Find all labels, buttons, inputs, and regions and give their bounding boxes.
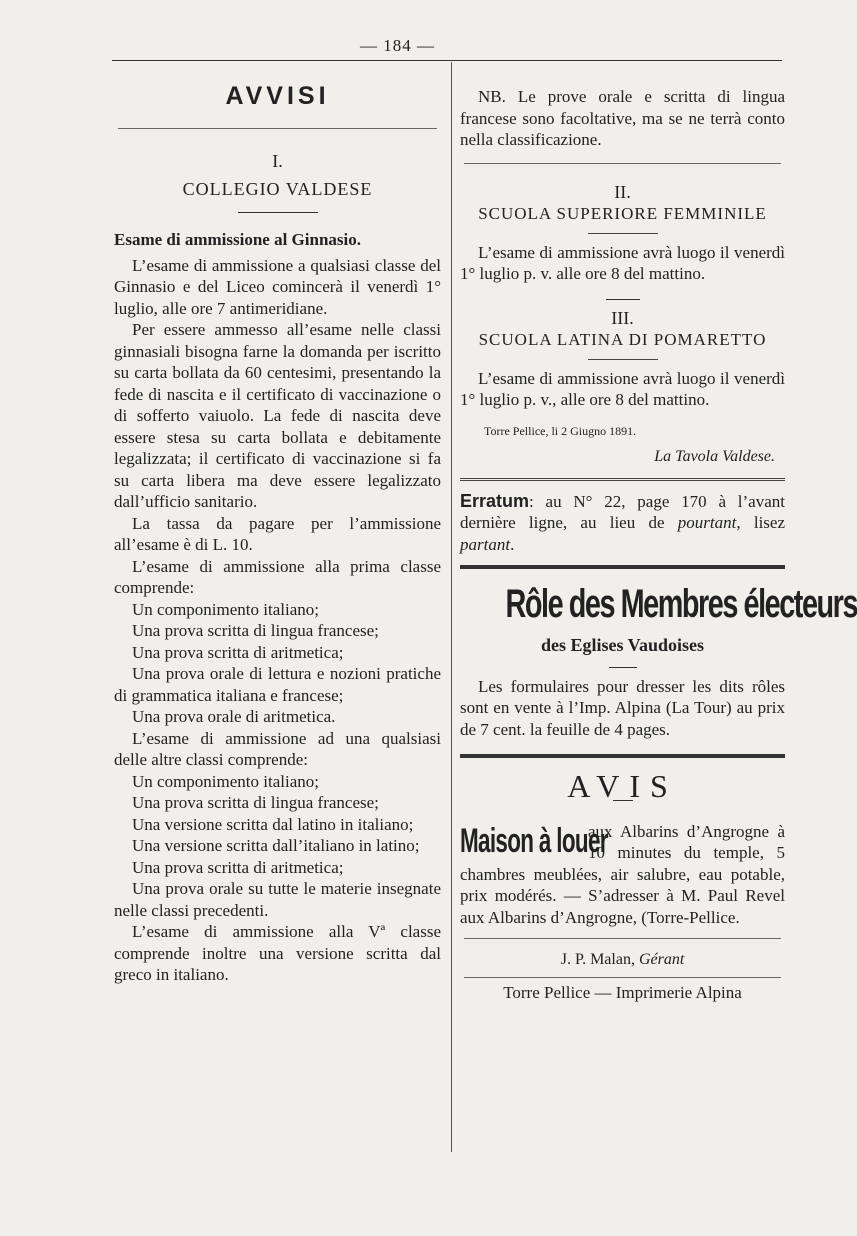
footer-rule <box>464 977 781 978</box>
double-rule <box>460 478 785 481</box>
list-item: Una prova orale su tutte le materie insegnate nelle classi precedenti. <box>114 879 441 920</box>
paragraph-requirements: Per essere ammesso all’esame nelle classi ginnasiali bisogna farne la domanda per iscritto su carta bollata da 60 centesimi, presentando la fede di nascita e il certificato di vaccinazione o di sofferto vaiuolo. La fede di nascita deve essere stesa su carta bollata e debitamente legalizzata; il certificato di vaccinazione si fa su carta libera ma deve essere legalizzato dall’ufficio sanitario. <box>114 320 441 511</box>
heavy-rule <box>460 754 785 758</box>
separator-dash <box>609 667 637 668</box>
signature: La Tavola Valdese. <box>654 448 775 465</box>
avvisi-heading: AVVISI <box>225 82 330 110</box>
list-item: Un componimento italiano; <box>132 599 319 619</box>
paragraph-fee: La tassa da pagare per l’ammissione all’esame è di L. 10. <box>114 513 441 554</box>
list-item: Una prova scritta di lingua francese; <box>132 793 379 812</box>
manager-role: Gérant <box>638 951 685 968</box>
list-item: Un componimento italiano; <box>132 771 319 791</box>
left-column <box>114 66 441 986</box>
paragraph-role: Les formulaires pour dresser les dits rôles sont en vente à l’Imp. Alpina (La Tour) au prix de 7 cent. la feuille de 4 pages. <box>460 676 785 739</box>
school-title-femminile: SCUOLA SUPERIORE FEMMINILE <box>478 204 767 223</box>
paragraph-other-classes: L’esame di ammissione ad una qualsiasi delle altre classi comprende: <box>114 728 441 769</box>
list-item: Una prova orale di lettura e nozioni pratiche di grammatica italiana e francese; <box>114 664 441 705</box>
maison-advert <box>460 821 785 929</box>
separator-dash <box>606 299 640 300</box>
list-item: Una versione scritta dall’italiano in latino; <box>132 836 420 855</box>
list-item: Una prova scritta di lingua francese; <box>132 621 379 640</box>
erratum-text: , lisez <box>736 513 785 532</box>
paragraph-femminile: L’esame di ammissione avrà luogo il venerdì 1° luglio p. v. alle ore 8 del mattino. <box>460 242 785 283</box>
section-numeral-3: III. <box>611 307 634 328</box>
erratum-word-wrong: pourtant <box>677 513 737 532</box>
erratum-text: . <box>510 534 515 554</box>
page-number: — 184 — <box>360 36 435 55</box>
maison-title: Maison à louer <box>460 821 608 860</box>
manager-signature <box>460 949 785 971</box>
role-title: Rôle des Membres électeurs <box>505 582 857 626</box>
exam-title: Esame di ammissione al Ginnasio. <box>114 230 362 249</box>
paragraph-fifth-class: L’esame di ammissione alla Vª classe comprende inoltre una versione scritta dal greco in italiano. <box>114 922 441 984</box>
paragraph-start-date: L’esame di ammissione a qualsiasi classe del Ginnasio e del Liceo comincerà il venerdì 1° luglio, alle ore 7 antimeridiane. <box>114 255 441 318</box>
column-divider <box>451 62 452 1152</box>
institution-title: COLLEGIO VALDESE <box>182 178 373 199</box>
paragraph-pomaretto: L’esame di ammissione avrà luogo il venerdì 1° luglio p. v., alle ore 8 del mattino. <box>460 368 785 409</box>
paragraph-first-class: L’esame di ammissione alla prima classe comprende: <box>114 556 441 597</box>
paragraph-maison: aux Albarins d’Angrogne à 10 minutes du temple, 5 chambres meublées, air salubre, eau potable, prix modérés. — S’adresser à M. Paul Revel aux Albarins d’Angrogne, (Torre-Pellice. <box>460 821 785 927</box>
place-date: Torre Pellice, li 2 Giugno 1891. <box>484 423 637 438</box>
list-item: Una prova scritta di aritmetica; <box>132 857 344 877</box>
section-rule <box>464 163 781 164</box>
heavy-rule <box>460 565 785 569</box>
erratum-label: Erratum <box>460 490 530 511</box>
avis-title: AVIS <box>567 768 678 804</box>
manager-name: J. P. Malan, <box>560 951 635 968</box>
nb-note: NB. Le prove orale e scritta di lingua francese sono facoltative, ma se ne terrà conto nella classificazione. <box>460 87 785 149</box>
list-item: Una prova orale di aritmetica. <box>132 707 336 726</box>
role-subtitle: des Eglises Vaudoises <box>540 635 705 655</box>
erratum-text: : au N° 22, page 170 à l’avant dernière ligne, au lieu de <box>460 491 785 532</box>
heading-rule <box>118 128 437 129</box>
ornament-rule <box>588 359 658 360</box>
header-rule <box>112 60 782 61</box>
section-numeral-1: I. <box>272 151 283 171</box>
list-item: Una versione scritta dal latino in italiano; <box>132 814 414 834</box>
school-title-pomaretto: SCUOLA LATINA DI POMARETTO <box>478 330 767 349</box>
section-numeral-2: II. <box>614 181 631 202</box>
list-item: Una prova scritta di aritmetica; <box>132 642 344 662</box>
erratum-word-correct: partant <box>460 534 511 554</box>
right-column <box>460 66 857 1003</box>
ornament-rule <box>588 233 658 234</box>
printer-line: Torre Pellice — Imprimerie Alpina <box>503 982 742 1002</box>
footer-rule <box>464 938 781 939</box>
erratum-notice <box>460 491 785 556</box>
ornament-rule <box>238 212 318 213</box>
